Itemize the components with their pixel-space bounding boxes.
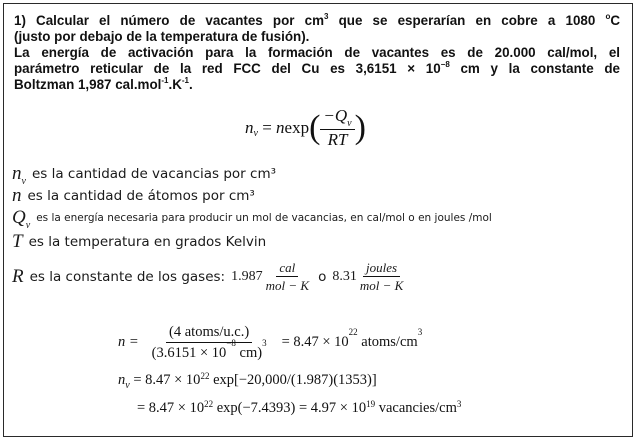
problem-text: cm y la constante de	[449, 61, 620, 76]
symbol-letter: n	[12, 163, 22, 184]
calc-lhs-sub: v	[125, 380, 130, 391]
gas-constant-joules: 8.31	[332, 268, 357, 284]
calc-lhs: n =	[118, 334, 139, 350]
superscript: -1	[181, 75, 190, 85]
calc-numerator: (4 atoms/u.c.)	[166, 322, 252, 343]
calc-fraction	[149, 322, 270, 363]
superscript: -1	[161, 75, 169, 85]
calc-text: vacancies/cm	[375, 400, 457, 416]
result-text: = 8.47 × 10	[281, 334, 349, 350]
formula-exp: exp	[284, 118, 310, 137]
symbol-letter: n	[12, 185, 22, 206]
calc-text: exp(−7.4393) = 4.97 × 10	[213, 400, 367, 416]
unit-numerator: cal	[276, 259, 298, 277]
calc-atoms-line	[118, 322, 422, 363]
problem-line-3: La energía de activación para la formación de vacantes es de 20.000 cal/mol, el	[14, 45, 620, 60]
symbol-letter: Q	[12, 207, 26, 228]
superscript: −8	[440, 59, 450, 69]
unit-denominator: mol − K	[359, 278, 404, 293]
den-text: cm)	[235, 345, 263, 361]
unit-numerator: joules	[363, 259, 400, 277]
calc-result	[281, 327, 423, 351]
den-text: (3.6151 × 10	[151, 345, 227, 361]
calc-lhs: n	[118, 372, 126, 388]
paren-open: (	[309, 109, 321, 146]
formula-n: n	[276, 118, 285, 137]
degree-superscript: o	[605, 11, 611, 21]
definition-text: es la constante de los gases:	[29, 268, 226, 285]
result-exp: 3	[417, 327, 423, 338]
calc-text: exp[−20,000/(1.987)(1353)]	[209, 372, 377, 388]
calc-text: = 8.47 × 10	[129, 372, 201, 388]
calc-text: = 8.47 × 10	[137, 400, 205, 416]
symbol-sub: v	[25, 220, 31, 231]
formula-lhs-sub: v	[253, 127, 258, 139]
calc-denominator	[149, 338, 270, 363]
problem-text: C	[610, 13, 621, 28]
unit-denominator: mol − K	[265, 278, 310, 293]
formula-lhs: n	[245, 118, 254, 137]
superscript: 3	[323, 11, 329, 21]
problem-text: 1) Calcular el número de vacantes por cm	[14, 13, 324, 28]
symbol-letter: R	[12, 265, 24, 287]
numerator-text: −Q	[323, 106, 348, 125]
definition-text: es la energía necesaria para producir un mol de vacancias, en cal/mol o en joules /mol	[36, 212, 492, 224]
problem-text: .K	[168, 77, 182, 92]
problem-text: .	[189, 77, 193, 92]
problem-line-2: (justo por debajo de la temperatura de fusión).	[14, 29, 310, 44]
calc-final-line: = 8.47 × 10 $^{22}$ exp(−7.4393) = 4.97 × 10 $^{19}$ vacancies/cm $^3$	[137, 398, 462, 416]
den-exp: 3	[262, 338, 267, 349]
den-exp: −8	[226, 338, 236, 349]
calc-vacancy-line: n v = 8.47 × 10 $^{22}$ exp[−20,000/(1.987)(1353)]	[118, 370, 377, 391]
definition-text: es la cantidad de vacancias por cm³	[31, 166, 277, 182]
symbol-sub: v	[21, 176, 26, 187]
gas-constant-cal: 1.987	[231, 268, 263, 284]
result-text: atoms/cm	[357, 334, 418, 350]
paren-close: )	[354, 109, 366, 146]
formula-equals: =	[257, 118, 277, 137]
formula-denominator: RT	[327, 130, 348, 149]
problem-text: que se esperarían en cobre a 1080	[328, 13, 606, 28]
problem-text: parámetro reticular de la red FCC del Cu es 3,6151 × 10	[14, 61, 441, 76]
definition-text: es la cantidad de átomos por cm³	[27, 188, 255, 204]
numerator-sub: v	[347, 118, 352, 129]
result-exp: 22	[348, 327, 358, 338]
or-word: o	[318, 268, 327, 285]
definition-text: es la temperatura en grados Kelvin	[28, 234, 267, 250]
problem-text: Boltzman 1,987 cal.mol	[14, 77, 162, 92]
symbol-letter: T	[12, 231, 23, 252]
